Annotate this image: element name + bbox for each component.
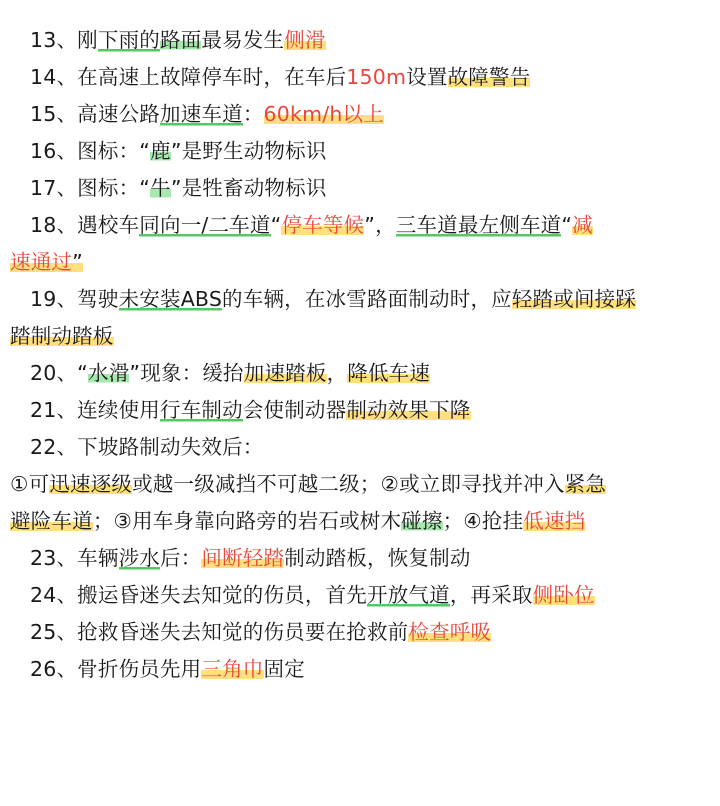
note-text: 或越一级减挡不可越二级；②或立即寻找并冲入: [132, 472, 565, 496]
highlighted-text: 间断轻踏: [201, 546, 285, 570]
note-text: 18、遇校车: [30, 213, 140, 237]
highlighted-text: 紧急: [564, 472, 607, 496]
note-text: 固定: [263, 657, 305, 681]
highlighted-text: 低速挡: [523, 509, 586, 533]
highlighted-text: 侧卧位: [532, 583, 595, 607]
highlighted-text: 路面: [160, 28, 202, 52]
note-text: 20、“: [30, 361, 89, 385]
note-text: ”是牲畜动物标识: [170, 176, 327, 200]
note-line-l19a: [30, 281, 710, 318]
note-text: ；④抢挂: [442, 509, 524, 533]
note-line-l16: [30, 133, 710, 170]
highlighted-text: 降低车速: [347, 361, 431, 385]
highlighted-text: 未安装ABS: [118, 287, 223, 311]
note-text: 17、图标：“: [30, 176, 151, 200]
highlighted-text: 三车道最左侧车道: [395, 213, 562, 237]
note-line-l25: [30, 614, 710, 651]
note-line-l18b: [10, 244, 710, 281]
note-text: 23、车辆: [30, 546, 119, 570]
note-text: ，再采取: [449, 583, 533, 607]
highlighted-text: 故障警告: [447, 65, 531, 89]
highlighted-text: 同向一/二车道: [139, 213, 271, 237]
note-text: 24、搬运昏迷失去知觉的伤员，首先: [30, 583, 367, 607]
note-text: 的车辆，在冰雪路面制动时，应: [222, 287, 512, 311]
note-text: 16、图标：“: [30, 139, 151, 163]
highlighted-text: 加速车道: [160, 102, 243, 126]
note-line-l22: [30, 429, 710, 466]
note-text: ①可: [10, 472, 50, 496]
highlighted-text: 踏制动踏板: [10, 324, 114, 348]
note-text: 设置: [406, 65, 448, 89]
note-line-l26: [30, 651, 710, 688]
note-line-l15: [30, 96, 710, 133]
note-line-l22a: [10, 466, 710, 503]
note-text: 14、在高速上故障停车时，在车后: [30, 65, 347, 89]
highlighted-text: ”: [72, 250, 83, 274]
note-text: “: [270, 213, 282, 237]
note-text: 26、骨折伤员先用: [30, 657, 202, 681]
note-line-l21: [30, 392, 710, 429]
note-line-l22b: [10, 503, 710, 540]
note-line-l20: [30, 355, 710, 392]
highlighted-text: 检查呼吸: [408, 620, 492, 644]
highlighted-text: 鹿: [150, 139, 171, 163]
note-text: 制动踏板，恢复制动: [284, 546, 471, 570]
note-text: 25、抢救昏迷失去知觉的伤员要在抢救前: [30, 620, 409, 644]
highlighted-text: 150m: [346, 65, 407, 89]
note-text: 15、高速公路: [30, 102, 160, 126]
highlighted-text: 避险车道: [10, 509, 93, 533]
note-line-l23: [30, 540, 710, 577]
note-line-l13: [30, 22, 710, 59]
note-text: 会使制动器: [242, 398, 347, 422]
highlighted-text: 轻踏或间接踩: [511, 287, 637, 311]
note-text: 22、下坡路制动失效后：: [30, 435, 264, 459]
highlighted-text: 涉水: [118, 546, 160, 570]
highlighted-text: 下雨的: [97, 28, 160, 52]
note-line-l24: [30, 577, 710, 614]
note-text: “: [561, 213, 573, 237]
note-line-l17: [30, 170, 710, 207]
highlighted-text: 迅速逐级: [49, 472, 133, 496]
note-text: 19、驾驶: [30, 287, 119, 311]
note-text: 13、刚: [30, 28, 98, 52]
note-text: ”，: [364, 213, 396, 237]
highlighted-text: 停车等候: [281, 213, 365, 237]
note-text: ；③用车身靠向路旁的岩石或树木: [92, 509, 402, 533]
note-text: ”是野生动物标识: [170, 139, 327, 163]
note-line-l18a: [30, 207, 710, 244]
highlighted-text: 侧滑: [284, 28, 326, 52]
highlighted-text: 开放气道: [367, 583, 450, 607]
note-text: ：: [242, 102, 264, 126]
note-line-l14: [30, 59, 710, 96]
highlighted-text: 减: [572, 213, 593, 237]
note-text: 21、连续使用: [30, 398, 160, 422]
highlighted-text: 三角巾: [201, 657, 264, 681]
note-text: 最易发生: [201, 28, 285, 52]
highlighted-text: 加速踏板: [243, 361, 327, 385]
note-line-l19b: [10, 318, 710, 355]
note-text: ，: [326, 361, 348, 385]
highlighted-text: 牛: [150, 176, 171, 200]
highlighted-text: 碰擦: [401, 509, 443, 533]
note-text: ”现象：缓抬: [129, 361, 244, 385]
note-text: 后：: [160, 546, 202, 570]
highlighted-text: 速通过: [10, 250, 73, 274]
highlighted-text: 水滑: [88, 361, 130, 385]
highlighted-text: 制动效果下降: [346, 398, 471, 422]
highlighted-text: 60km/h以上: [263, 102, 384, 126]
highlighted-text: 行车制动: [160, 398, 243, 422]
